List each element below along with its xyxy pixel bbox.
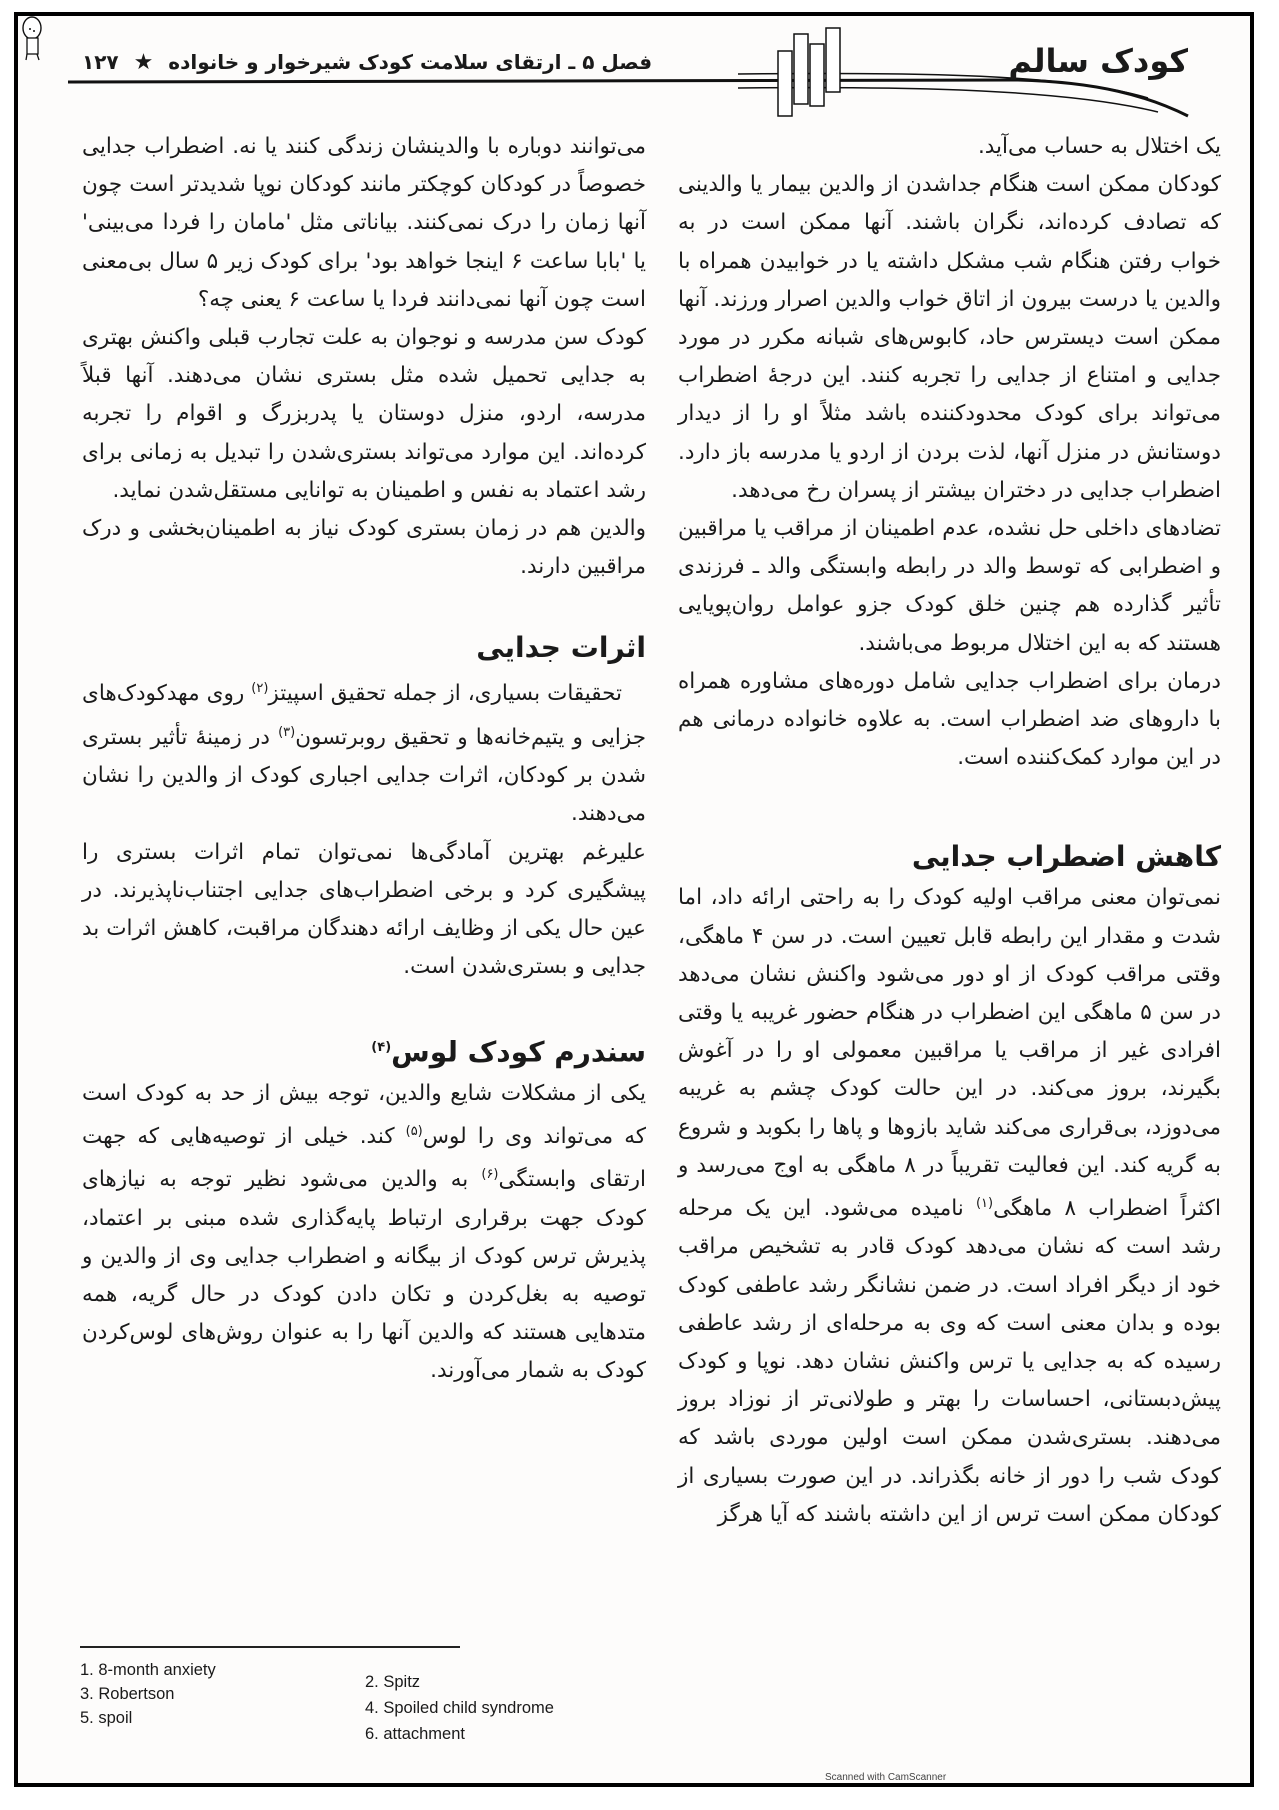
left-column	[82, 128, 646, 1391]
footnote-divider	[80, 1646, 460, 1648]
footnote-ref[interactable]: (۵)	[405, 1123, 423, 1139]
footnote-item: 5. spoil	[80, 1709, 133, 1727]
paragraph: نمی‌توان معنی مراقب اولیه کودک را به راحتی ارائه داد، اما شدت و مقدار این رابطه قابل تعیین است. در سن ۴ ماهگی، وقتی مراقب کودک از او دور می‌شود واکنش نشان می‌دهد در سن ۵ ماهگی این اضطراب در هنگام حضور غریبه یا وقتی افرادی غیر از مراقب یا مراقبین معمولی او را در آغوش بگیرند، بروز می‌کند. در این حالت کودک چشم به غریبه می‌دوزد، بی‌قراری می‌کند شاید بازوها و پاها را بکوبد و شروع به گریه کند. این فعالیت تقریباً در ۸ ماهگی به اوج می‌رسد و اکثراً اضطراب ۸ ماهگی$^{(۱)}$ نامیده می‌شود. این یک مرحله رشد است که نشان می‌دهد کودک قادر به تشخیص مراقب خود از دیگر افراد است. در ضمن نشانگر رشد عاطفی کودک بوده و بدان معنی است که وی به مرحله‌ای از رشد عاطفی رسیده که به جدایی یا ترس واکنش نشان دهد. نوپا و کودک پیش‌دبستانی، احساسات را بهتر و طولانی‌تر از نوزاد بروز می‌دهند. بستری‌شدن ممکن است اولین موردی باشد که کودک شب را دور از خانه بگذراند. در این صورت بسیاری از کودکان ممکن است ترس از این داشته باشند که آیا هرگز	[678, 885, 1221, 1527]
paragraph: کودکان ممکن است هنگام جداشدن از والدین بیمار یا والدینی که تصادف کرده‌اند، نگران باشند. آنها ممکن است در به خواب رفتن هنگام شب مشکل داشته یا در خوابیدن همراه با والدین یا درست بیرون از اتاق خواب والدین اصرار ورزند. آنها ممکن است دیسترس حاد، کابوس‌های شبانه مکرر در مورد جدایی و امتناع از جدایی را تجربه کنند. این درجهٔ اضطراب می‌تواند برای کودک محدودکننده باشد مثلاً او را از دیدار دوستانش در منزل آنها، لذت بردن از اردو یا مدرسه باز دارد. اضطراب جدایی در دختران بیشتر از پسران رخ می‌دهد.	[678, 172, 1221, 503]
footnotes	[80, 1661, 640, 1771]
footnote-item: 4. Spoiled child syndrome	[365, 1699, 554, 1717]
footnote-item: 2. Spitz	[365, 1673, 421, 1691]
star-icon: ★	[133, 50, 154, 75]
section-heading: کاهش اضطراب جدایی	[911, 840, 1221, 874]
footnote-ref[interactable]: (۶)	[481, 1167, 499, 1183]
footnote-ref[interactable]: (۲)	[251, 681, 269, 697]
footnote-ref[interactable]: (۴)	[371, 1040, 392, 1056]
right-column	[678, 128, 1221, 1534]
section-heading: سندرم کودک لوس$^{(۴)}$	[371, 1035, 646, 1069]
book-title: کودک سالم	[1008, 42, 1188, 80]
page-frame	[14, 12, 1254, 1787]
paragraph: می‌توانند دوباره با والدینشان زندگی کنند یا نه. اضطراب جدایی خصوصاً در کودکان کوچکتر مانند کودکان نوپا شدیدتر است چون آنها زمان را درک نمی‌کنند. بیاناتی مثل 'مامان را فردا می‌بینی' یا 'بابا ساعت ۶ اینجا خواهد بود' برای کودک زیر ۵ سال بی‌معنی است چون آنها نمی‌دانند فردا یا ساعت ۶ یعنی چه؟	[82, 134, 646, 312]
paragraph: تضادهای داخلی حل نشده، عدم اطمینان از مراقب یا مراقبین و اضطرابی که توسط والد در رابطه وابستگی والد ـ فرزندی تأثیر گذارده هم چنین خلق کودک جزو عوامل روان‌پویایی هستند که به این اختلال مربوط می‌باشند.	[678, 516, 1221, 656]
paragraph: علیرغم بهترین آمادگی‌ها نمی‌توان تمام اثرات بستری را پیشگیری کرد و برخی اضطراب‌های جدایی اجتناب‌ناپذیرند. در عین حال یکی از وظایف ارائه دهندگان مراقبت، کاهش اثرات بد جدایی و بستری‌شدن است.	[82, 839, 646, 980]
page-number: ۱۲۷	[82, 50, 119, 74]
paragraph: درمان برای اضطراب جدایی شامل دوره‌های مشاوره همراه با داروهای ضد اضطراب است. به علاوه خانواده درمانی هم در این موارد کمک‌کننده است.	[678, 668, 1221, 771]
child-mascot-icon	[18, 16, 48, 62]
footnote-ref[interactable]: (۳)	[278, 724, 296, 740]
chapter-title: فصل ۵ ـ ارتقای سلامت کودک شیرخوار و خانواده	[168, 50, 653, 74]
footnote-item: 6. attachment	[365, 1725, 465, 1743]
paragraph: کودک سن مدرسه و نوجوان به علت تجارب قبلی واکنش بهتری به جدایی تحمیل شده مثل بستری نشان می‌دهند. آنها قبلاً مدرسه، اردو، منزل دوستان یا پدربزرگ و اقوام را تجربه کرده‌اند. این موارد می‌تواند بستری‌شدن را تبدیل به زمانی برای رشد اعتماد به نفس و اطمینان به توانایی مستقل‌شدن نماید.	[82, 325, 646, 503]
footnote-item: 3. Robertson	[80, 1685, 175, 1703]
footnote-item: 1. 8-month anxiety	[80, 1661, 216, 1679]
paragraph: یک اختلال به حساب می‌آید.	[977, 134, 1221, 159]
paragraph: والدین هم در زمان بستری کودک نیاز به اطمینان‌بخشی و درک مراقبین دارند.	[82, 516, 646, 580]
paragraph: تحقیقات بسیاری، از جمله تحقیق اسپیتز$^{(۲)}$ روی مهدکودک‌های جزایی و یتیم‌خانه‌ها و تحقیق روبرتسون$^{(۳)}$ در زمینهٔ تأثیر بستری شدن بر کودکان، اثرات جدایی اجباری کودک از والدین را نشان می‌دهند.	[82, 681, 646, 827]
footnote-ref[interactable]: (۱)	[975, 1196, 994, 1212]
section-heading: اثرات جدایی	[476, 631, 646, 665]
scanner-watermark: Scanned with CamScanner	[825, 1772, 947, 1783]
page-header	[18, 16, 1250, 126]
paragraph: یکی از مشکلات شایع والدین، توجه بیش از حد به کودک است که می‌تواند وی را لوس$^{(۵)}$ کند. خیلی از توصیه‌هایی که جهت ارتقای وابستگی$^{(۶)}$ به والدین می‌شود نظیر توجه به نیازهای کودک جهت برقراری ارتباط پایه‌گذاری شده مبنی بر اعتماد، پذیرش ترس کودک از بیگانه و اضطراب جدایی وی از والدین و توصیه به بغل‌کردن و تکان دادن کودک در حال گریه، همه متدهایی هستند که والدین آنها را به عنوان روش‌های لوس‌کردن کودک به شمار می‌آورند.	[82, 1080, 646, 1384]
running-title	[82, 50, 652, 75]
